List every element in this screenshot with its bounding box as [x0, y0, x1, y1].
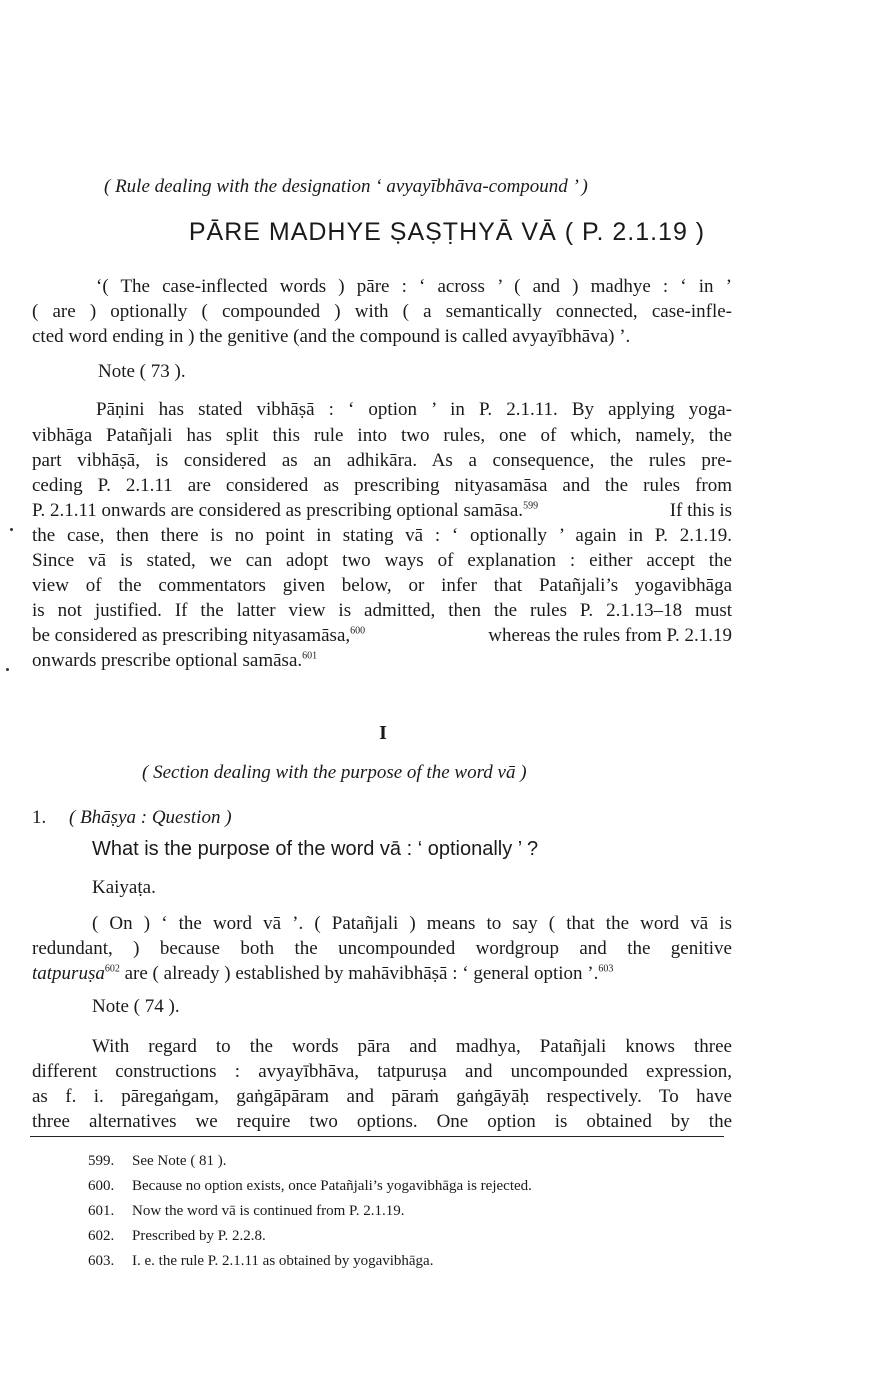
note73-line-10-tail: whereas the rules from P. 2.1.19 [488, 625, 732, 646]
rule-line-2: ( are ) optionally ( compounded ) with ( a semantically connected, case-infle- [32, 301, 732, 322]
kaiyata-heading: Kaiyaṭa. [92, 877, 156, 898]
rule-line-1: ‘( The case-inflected words ) pāre : ‘ across ’ ( and ) madhye : ‘ in ’ [96, 276, 732, 297]
note73-line-11-text: onwards prescribe optional samāsa. [32, 650, 303, 671]
note73-line-3: part vibhāṣā, is considered as an adhikāra. As a consequence, the rules pre- [32, 450, 732, 471]
note73-line-7: Since vā is stated, we can adopt two ways of explanation : either accept the [32, 550, 732, 571]
footnote-divider [30, 1136, 724, 1137]
bhashya-question: What is the purpose of the word vā : ‘ optionally ’ ? [92, 838, 539, 860]
section-caption: ( Section dealing with the purpose of the word vā ) [142, 762, 527, 783]
footnote-601 [88, 1202, 404, 1220]
footnote-ref-603[interactable]: 603 [598, 963, 614, 975]
footnote-600 [88, 1177, 532, 1195]
note73-line-8: view of the commentators given below, or infer that Patañjali’s yogavibhāga [32, 575, 732, 596]
sutra-title: PĀRE MADHYE ṢAṢṬHYĀ VĀ [188, 218, 557, 246]
note73-line-10 [32, 624, 732, 648]
footnote-number: 603. [88, 1253, 115, 1269]
footnote-text: See Note ( 81 ). [132, 1153, 227, 1169]
footnote-ref-601[interactable]: 601 [302, 650, 318, 662]
item-1-heading [32, 806, 732, 830]
note-73-heading: Note ( 73 ). [98, 361, 186, 382]
footnote-599 [88, 1152, 227, 1170]
kaiyata-line-3 [32, 962, 732, 986]
note73-line-2: vibhāga Patañjali has split this rule into two rules, one of which, namely, the [32, 425, 732, 446]
section-numeral: I [379, 722, 387, 744]
footnote-number: 601. [88, 1203, 115, 1219]
kaiyata-line-3-text: are ( already ) established by mahāvibhāṣā : ‘ general option ’. [124, 963, 599, 984]
rule-line-3: cted word ending in ) the genitive (and the compound is called avyayībhāva) ’. [32, 326, 631, 347]
note-74-heading: Note ( 74 ). [92, 996, 180, 1017]
kaiyata-line-2: redundant, ) because both the uncompounded wordgroup and the genitive [32, 938, 732, 959]
note73-line-1: Pāṇini has stated vibhāṣā : ‘ option ’ in P. 2.1.11. By applying yoga- [96, 399, 732, 420]
top-caption: ( Rule dealing with the designation ‘ avyayībhāva-compound ’ ) [104, 176, 588, 197]
footnote-text: Because no option exists, once Patañjali’s yogavibhāga is rejected. [132, 1178, 532, 1194]
footnote-text: I. e. the rule P. 2.1.11 as obtained by yogavibhāga. [132, 1253, 434, 1269]
footnote-text: Now the word vā is continued from P. 2.1.19. [132, 1203, 405, 1219]
note74-line-1: With regard to the words pāra and madhya, Patañjali knows three [92, 1036, 732, 1057]
note73-line-10-text: be considered as prescribing nityasamāsa, [32, 625, 351, 646]
sutra-reference: ( P. 2.1.19 ) [564, 218, 706, 246]
note73-line-5 [32, 499, 732, 523]
scan-speck [6, 668, 9, 671]
footnote-ref-602[interactable]: 602 [104, 963, 120, 975]
footnote-602 [88, 1227, 266, 1245]
note73-line-4: ceding P. 2.1.11 are considered as prescribing nityasamāsa and the rules from [32, 475, 732, 496]
note74-line-2: different constructions : avyayībhāva, tatpuruṣa and uncompounded expression, [32, 1061, 732, 1082]
note73-line-5-text: P. 2.1.11 onwards are considered as prescribing optional samāsa. [32, 500, 524, 521]
footnote-number: 599. [88, 1153, 115, 1169]
note73-line-9: is not justified. If the latter view is admitted, then the rules P. 2.1.13–18 must [32, 600, 732, 621]
item-1-caption: ( Bhāṣya : Question ) [69, 807, 232, 828]
footnote-number: 602. [88, 1228, 115, 1244]
footnote-ref-599[interactable]: 599 [523, 500, 539, 512]
item-1-label: 1. [32, 807, 47, 828]
note73-line-5-tail: If this is [669, 500, 732, 521]
footnote-603 [88, 1252, 433, 1270]
footnote-ref-600[interactable]: 600 [350, 625, 366, 637]
footnote-number: 600. [88, 1178, 115, 1194]
scan-speck [10, 528, 13, 531]
note73-line-6: the case, then there is no point in stating vā : ‘ optionally ’ again in P. 2.1.19. [32, 525, 732, 546]
footnote-text: Prescribed by P. 2.2.8. [132, 1228, 266, 1244]
note74-line-3: as f. i. pāregaṅgam, gaṅgāpāram and pāraṁ gaṅgāyāḥ respectively. To have [32, 1086, 732, 1107]
kaiyata-line-1: ( On ) ‘ the word vā ’. ( Patañjali ) means to say ( that the word vā is [92, 913, 732, 934]
note73-line-11 [32, 649, 732, 673]
sutra-heading [0, 218, 894, 247]
note74-line-4: three alternatives we require two options. One option is obtained by the [32, 1111, 732, 1132]
kaiyata-line-3-term: tatpuruṣa [32, 963, 105, 984]
